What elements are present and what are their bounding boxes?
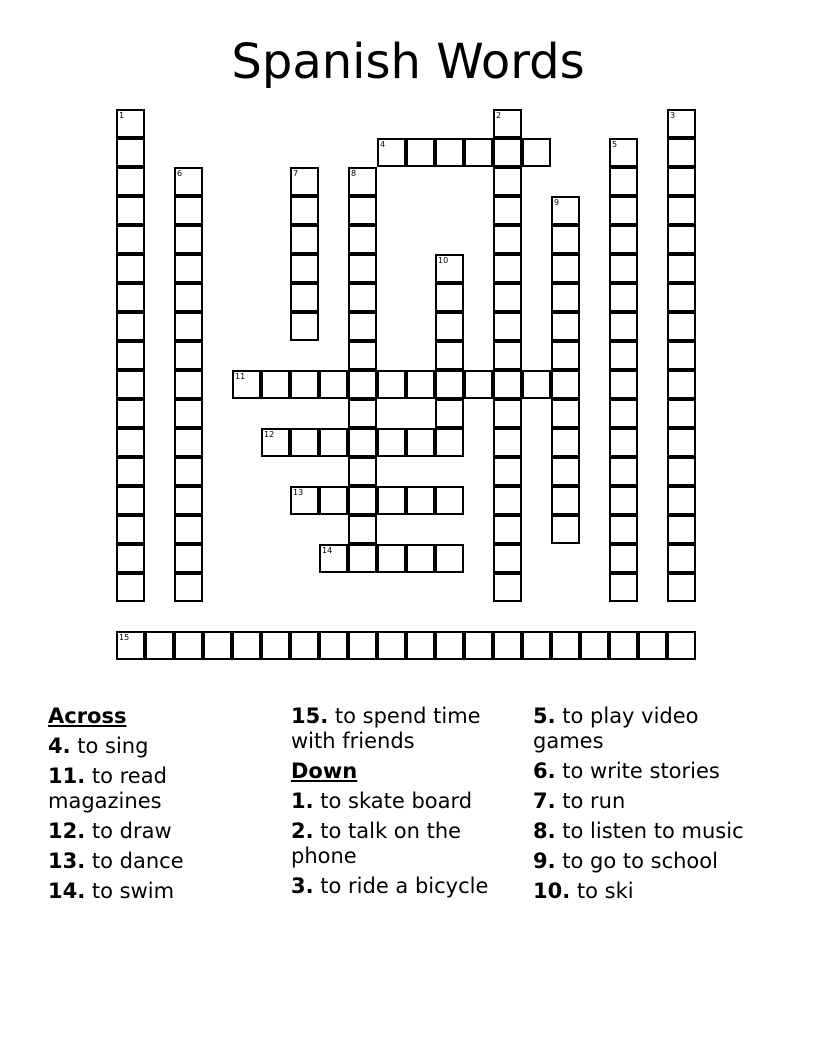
clue-number-label: 2	[496, 111, 502, 120]
grid-cell[interactable]	[435, 254, 464, 283]
clue-number-label: 9	[554, 198, 560, 207]
grid-cell[interactable]	[493, 225, 522, 254]
grid-cell[interactable]	[319, 544, 348, 573]
grid-cell[interactable]	[493, 573, 522, 602]
grid-cell[interactable]	[493, 457, 522, 486]
clue-down-8	[533, 819, 763, 844]
grid-cell[interactable]	[174, 254, 203, 283]
grid-cell[interactable]	[348, 399, 377, 428]
grid-cell[interactable]	[290, 428, 319, 457]
grid-cell[interactable]	[551, 486, 580, 515]
grid-cell[interactable]	[609, 631, 638, 660]
clue-number: 14.	[48, 879, 86, 903]
clue-text: to spend time with friends	[291, 704, 481, 753]
clue-number-label: 4	[380, 140, 386, 149]
grid-cell[interactable]	[116, 486, 145, 515]
clue-number-label: 7	[293, 169, 299, 178]
grid-cell[interactable]	[609, 544, 638, 573]
grid-cell[interactable]	[348, 283, 377, 312]
grid-cell[interactable]	[290, 370, 319, 399]
grid-cell[interactable]	[493, 486, 522, 515]
grid-cell[interactable]	[174, 486, 203, 515]
grid-cell[interactable]	[116, 515, 145, 544]
clue-number: 9.	[533, 849, 556, 873]
grid-cell[interactable]	[261, 631, 290, 660]
grid-cell[interactable]	[493, 399, 522, 428]
grid-cell[interactable]	[493, 370, 522, 399]
clue-number-label: 12	[264, 430, 275, 439]
grid-cell[interactable]	[609, 312, 638, 341]
grid-cell[interactable]	[348, 428, 377, 457]
clue-down-3	[291, 874, 521, 899]
grid-cell[interactable]	[232, 631, 261, 660]
grid-cell[interactable]	[116, 428, 145, 457]
grid-cell[interactable]	[580, 631, 609, 660]
grid-cell[interactable]	[609, 138, 638, 167]
grid-cell[interactable]	[522, 631, 551, 660]
grid-cell[interactable]	[319, 370, 348, 399]
clue-text: to ride a bicycle	[313, 874, 489, 898]
clue-text: to dance	[85, 849, 184, 873]
clue-number: 1.	[291, 789, 314, 813]
grid-cell[interactable]	[116, 341, 145, 370]
grid-cell[interactable]	[377, 370, 406, 399]
clue-across-13	[48, 849, 278, 874]
grid-cell[interactable]	[174, 428, 203, 457]
clue-text: to read magazines	[48, 764, 167, 813]
grid-cell[interactable]	[435, 544, 464, 573]
clue-number: 11.	[48, 764, 86, 788]
grid-cell[interactable]	[116, 225, 145, 254]
clue-down-5	[533, 704, 763, 754]
grid-cell[interactable]	[348, 544, 377, 573]
grid-cell[interactable]	[609, 428, 638, 457]
clue-number: 10.	[533, 879, 571, 903]
grid-cell[interactable]	[435, 283, 464, 312]
grid-cell[interactable]	[174, 515, 203, 544]
grid-cell[interactable]	[522, 138, 551, 167]
grid-cell[interactable]	[493, 428, 522, 457]
grid-cell[interactable]	[116, 254, 145, 283]
grid-cell[interactable]	[406, 631, 435, 660]
grid-cell[interactable]	[667, 515, 696, 544]
grid-cell[interactable]	[667, 196, 696, 225]
clue-text: to write stories	[555, 759, 720, 783]
grid-cell[interactable]	[667, 167, 696, 196]
grid-cell[interactable]	[551, 428, 580, 457]
grid-cell[interactable]	[290, 283, 319, 312]
grid-cell[interactable]	[116, 109, 145, 138]
grid-cell[interactable]	[493, 167, 522, 196]
grid-cell[interactable]	[551, 457, 580, 486]
grid-cell[interactable]	[667, 428, 696, 457]
grid-cell[interactable]	[609, 370, 638, 399]
grid-cell[interactable]	[116, 312, 145, 341]
grid-cell[interactable]	[609, 341, 638, 370]
grid-cell[interactable]	[174, 573, 203, 602]
grid-cell[interactable]	[290, 196, 319, 225]
grid-cell[interactable]	[667, 544, 696, 573]
grid-cell[interactable]	[493, 196, 522, 225]
grid-cell[interactable]	[667, 138, 696, 167]
clue-number: 3.	[291, 874, 314, 898]
clue-text: to ski	[570, 879, 634, 903]
clue-across-4	[48, 734, 278, 759]
grid-cell[interactable]	[406, 138, 435, 167]
clue-text: to run	[555, 789, 626, 813]
grid-cell[interactable]	[609, 486, 638, 515]
grid-cell[interactable]	[522, 370, 551, 399]
grid-cell[interactable]	[348, 341, 377, 370]
grid-cell[interactable]	[609, 399, 638, 428]
grid-cell[interactable]	[174, 196, 203, 225]
clue-number-label: 11	[235, 372, 246, 381]
grid-cell[interactable]	[638, 631, 667, 660]
grid-cell[interactable]	[261, 428, 290, 457]
grid-cell[interactable]	[174, 399, 203, 428]
grid-cell[interactable]	[435, 138, 464, 167]
clue-down-10	[533, 879, 763, 904]
grid-cell[interactable]	[232, 370, 261, 399]
grid-cell[interactable]	[667, 283, 696, 312]
clues-column-3	[533, 704, 763, 909]
clue-down-6	[533, 759, 763, 784]
grid-cell[interactable]	[464, 631, 493, 660]
clue-number-label: 10	[438, 256, 449, 265]
clue-number-label: 5	[612, 140, 618, 149]
grid-cell[interactable]	[174, 341, 203, 370]
grid-cell[interactable]	[667, 399, 696, 428]
grid-cell[interactable]	[377, 631, 406, 660]
clues-column-1	[48, 704, 278, 909]
grid-cell[interactable]	[551, 283, 580, 312]
grid-cell[interactable]	[493, 109, 522, 138]
clue-number: 6.	[533, 759, 556, 783]
grid-cell[interactable]	[348, 167, 377, 196]
clue-across-11	[48, 764, 278, 814]
clue-text: to swim	[85, 879, 175, 903]
grid-cell[interactable]	[435, 631, 464, 660]
grid-cell[interactable]	[145, 631, 174, 660]
grid-cell[interactable]	[319, 631, 348, 660]
clue-number-label: 3	[670, 111, 676, 120]
down-heading: Down	[291, 759, 358, 783]
grid-cell[interactable]	[116, 167, 145, 196]
grid-cell[interactable]	[493, 138, 522, 167]
clue-number-label: 1	[119, 111, 125, 120]
grid-cell[interactable]	[464, 370, 493, 399]
grid-cell[interactable]	[406, 544, 435, 573]
grid-cell[interactable]	[609, 225, 638, 254]
grid-cell[interactable]	[348, 370, 377, 399]
clue-number: 13.	[48, 849, 86, 873]
clue-text: to listen to music	[555, 819, 744, 843]
grid-cell[interactable]	[261, 370, 290, 399]
grid-cell[interactable]	[290, 167, 319, 196]
grid-cell[interactable]	[348, 312, 377, 341]
grid-cell[interactable]	[493, 254, 522, 283]
clue-number: 8.	[533, 819, 556, 843]
grid-cell[interactable]	[667, 370, 696, 399]
grid-cell[interactable]	[551, 370, 580, 399]
grid-cell[interactable]	[116, 631, 145, 660]
clue-number-label: 15	[119, 633, 130, 642]
grid-cell[interactable]	[290, 254, 319, 283]
grid-cell[interactable]	[435, 341, 464, 370]
grid-cell[interactable]	[174, 167, 203, 196]
clue-text: to go to school	[555, 849, 718, 873]
grid-cell[interactable]	[348, 196, 377, 225]
grid-cell[interactable]	[609, 167, 638, 196]
clue-down-2	[291, 819, 521, 869]
clue-text: to sing	[70, 734, 149, 758]
grid-cell[interactable]	[551, 254, 580, 283]
grid-cell[interactable]	[348, 254, 377, 283]
grid-cell[interactable]	[609, 457, 638, 486]
grid-cell[interactable]	[609, 254, 638, 283]
grid-cell[interactable]	[493, 544, 522, 573]
clue-number-label: 6	[177, 169, 183, 178]
grid-cell[interactable]	[377, 138, 406, 167]
grid-cell[interactable]	[493, 312, 522, 341]
puzzle-title: Spanish Words	[231, 34, 585, 90]
grid-cell[interactable]	[116, 544, 145, 573]
grid-cell[interactable]	[348, 225, 377, 254]
clue-number: 2.	[291, 819, 314, 843]
clue-text: to play video games	[533, 704, 699, 753]
clue-across-14	[48, 879, 278, 904]
across-heading: Across	[48, 704, 127, 728]
grid-cell[interactable]	[406, 370, 435, 399]
grid-cell[interactable]	[551, 312, 580, 341]
grid-cell[interactable]	[290, 631, 319, 660]
grid-cell[interactable]	[174, 370, 203, 399]
grid-cell[interactable]	[116, 399, 145, 428]
clue-across-15	[291, 704, 521, 754]
grid-cell[interactable]	[174, 457, 203, 486]
grid-cell[interactable]	[551, 225, 580, 254]
grid-cell[interactable]	[174, 544, 203, 573]
grid-cell[interactable]	[667, 225, 696, 254]
grid-cell[interactable]	[290, 225, 319, 254]
grid-cell[interactable]	[435, 312, 464, 341]
grid-cell[interactable]	[667, 573, 696, 602]
grid-cell[interactable]	[116, 196, 145, 225]
grid-cell[interactable]	[174, 312, 203, 341]
grid-cell[interactable]	[290, 486, 319, 515]
grid-cell[interactable]	[435, 428, 464, 457]
grid-cell[interactable]	[609, 283, 638, 312]
grid-cell[interactable]	[667, 341, 696, 370]
grid-cell[interactable]	[493, 515, 522, 544]
grid-cell[interactable]	[348, 486, 377, 515]
grid-cell[interactable]	[667, 109, 696, 138]
grid-cell[interactable]	[493, 631, 522, 660]
grid-cell[interactable]	[377, 544, 406, 573]
grid-cell[interactable]	[551, 196, 580, 225]
grid-cell[interactable]	[290, 312, 319, 341]
clue-down-9	[533, 849, 763, 874]
clue-number: 15.	[291, 704, 329, 728]
grid-cell[interactable]	[348, 515, 377, 544]
clue-down-7	[533, 789, 763, 814]
clue-number-label: 13	[293, 488, 304, 497]
grid-cell[interactable]	[551, 515, 580, 544]
grid-cell[interactable]	[551, 341, 580, 370]
grid-cell[interactable]	[116, 138, 145, 167]
clue-down-1	[291, 789, 521, 814]
clues-column-2	[291, 704, 521, 904]
grid-cell[interactable]	[319, 486, 348, 515]
clue-number: 12.	[48, 819, 86, 843]
grid-cell[interactable]	[435, 399, 464, 428]
grid-cell[interactable]	[116, 283, 145, 312]
grid-cell[interactable]	[435, 486, 464, 515]
clue-number-label: 8	[351, 169, 357, 178]
grid-cell[interactable]	[609, 515, 638, 544]
grid-cell[interactable]	[406, 486, 435, 515]
clue-number: 5.	[533, 704, 556, 728]
grid-cell[interactable]	[609, 196, 638, 225]
grid-cell[interactable]	[493, 283, 522, 312]
clue-text: to draw	[85, 819, 172, 843]
clue-text: to talk on the phone	[291, 819, 462, 868]
grid-cell[interactable]	[435, 370, 464, 399]
clue-number: 7.	[533, 789, 556, 813]
grid-cell[interactable]	[203, 631, 232, 660]
grid-cell[interactable]	[667, 254, 696, 283]
grid-cell[interactable]	[551, 631, 580, 660]
grid-cell[interactable]	[174, 225, 203, 254]
grid-cell[interactable]	[667, 457, 696, 486]
grid-cell[interactable]	[319, 428, 348, 457]
clue-text: to skate board	[313, 789, 473, 813]
grid-cell[interactable]	[406, 428, 435, 457]
clue-across-12	[48, 819, 278, 844]
grid-cell[interactable]	[493, 341, 522, 370]
clue-number-label: 14	[322, 546, 333, 555]
grid-cell[interactable]	[174, 283, 203, 312]
grid-cell[interactable]	[348, 457, 377, 486]
grid-cell[interactable]	[377, 428, 406, 457]
grid-cell[interactable]	[551, 399, 580, 428]
clue-number: 4.	[48, 734, 71, 758]
grid-cell[interactable]	[116, 573, 145, 602]
grid-cell[interactable]	[609, 573, 638, 602]
grid-cell[interactable]	[464, 138, 493, 167]
grid-cell[interactable]	[667, 631, 696, 660]
grid-cell[interactable]	[174, 631, 203, 660]
grid-cell[interactable]	[667, 312, 696, 341]
grid-cell[interactable]	[116, 457, 145, 486]
grid-cell[interactable]	[667, 486, 696, 515]
grid-cell[interactable]	[377, 486, 406, 515]
grid-cell[interactable]	[116, 370, 145, 399]
grid-cell[interactable]	[348, 631, 377, 660]
